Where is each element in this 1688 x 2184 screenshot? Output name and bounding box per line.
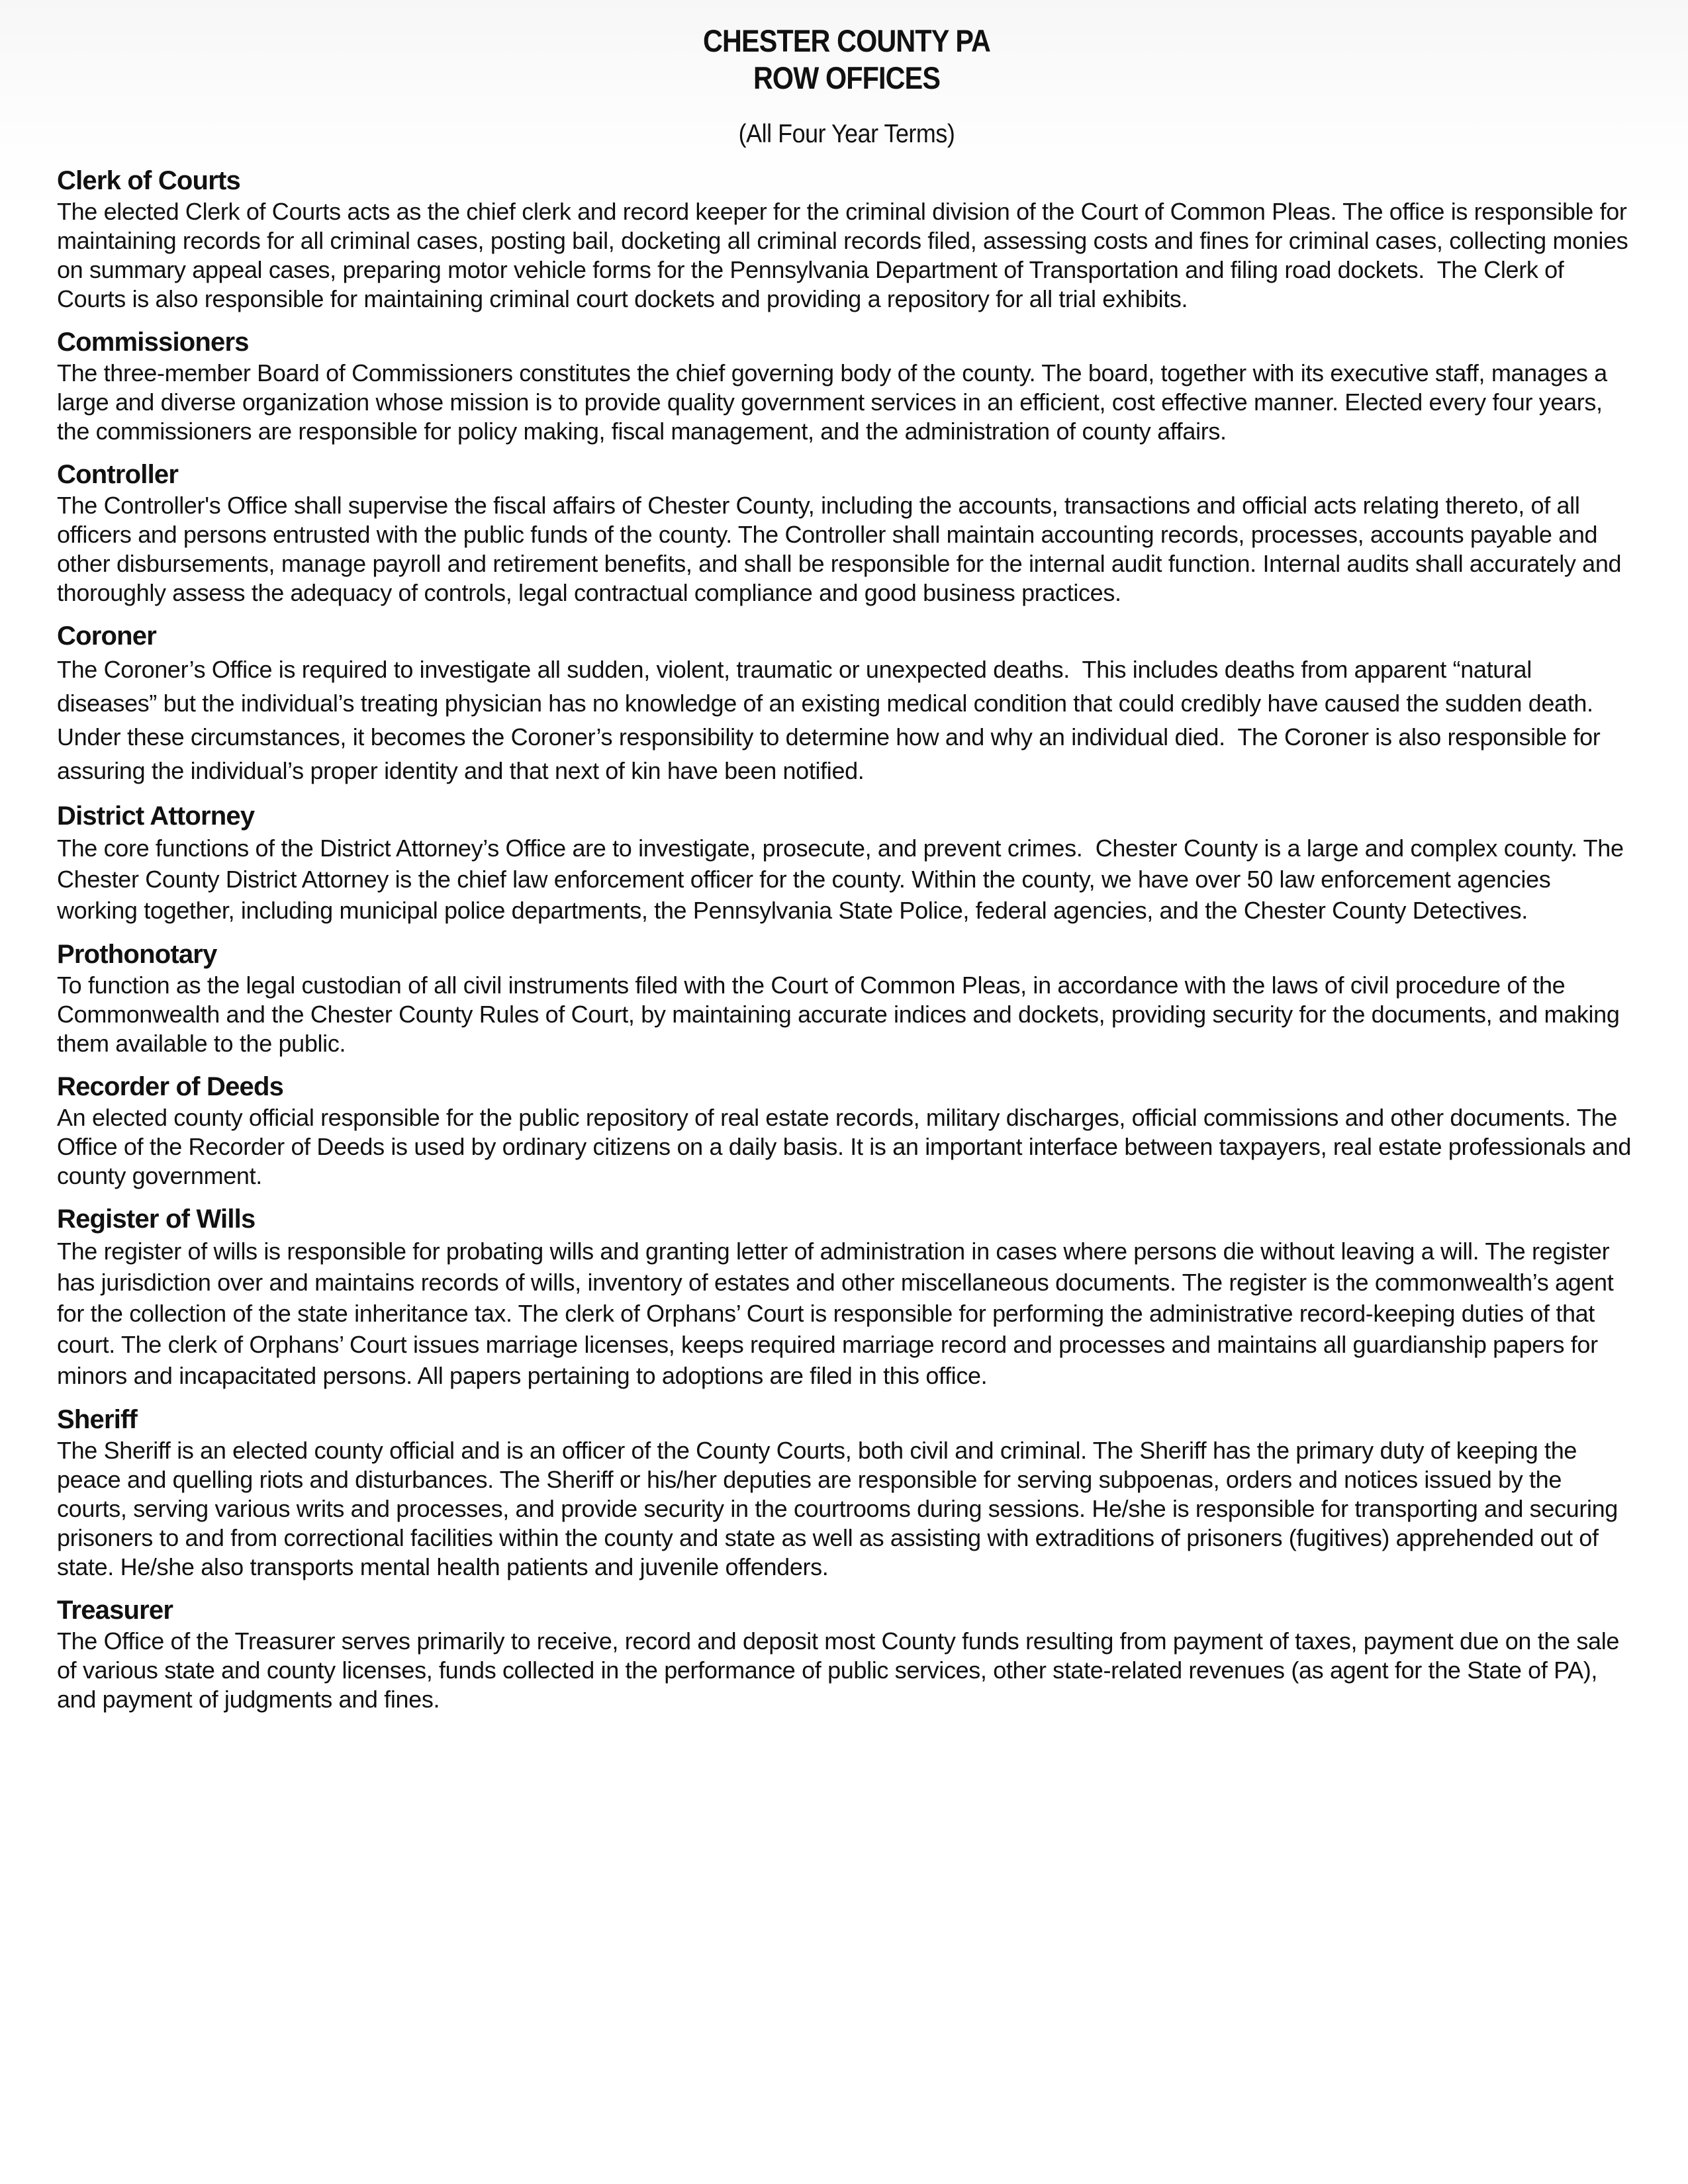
section-heading-clerk-of-courts: Clerk of Courts — [57, 166, 240, 195]
section-body-clerk-of-courts: The elected Clerk of Courts acts as the chief clerk and record keeper for the criminal division of the Court of Common Pleas. The office is responsible for maintaining records for all criminal cases, posting bail, docketing all criminal records filed, assessing costs and fines for criminal cases, collecting monies on summary appeal cases, preparing motor vehicle forms for the Pennsylvania Department of Transportation and filing road dockets. The Clerk of Courts is also responsible for maintaining criminal court dockets and providing a repository for all trial exhibits. — [57, 198, 1635, 312]
section-treasurer — [57, 1596, 1636, 1714]
section-heading-recorder-of-deeds: Recorder of Deeds — [57, 1072, 284, 1101]
section-body-sheriff: The Sheriff is an elected county official and is an officer of the County Courts, both civil and criminal. The Sheriff has the primary duty of keeping the peace and quelling riots and disturbances. The Sheriff or his/her deputies are responsible for serving subpoenas, orders and notices issued by the courts, serving various writs and processes, and provide security in the courtrooms during sessions. He/she is responsible for transporting and securing prisoners to and from correctional facilities within the county and state as well as assisting with extraditions of prisoners (fugitives) apprehended out of state. He/she also transports mental health patients and juvenile offenders. — [57, 1437, 1624, 1580]
section-body-coroner: The Coroner’s Office is required to investigate all sudden, violent, traumatic or unexpected deaths. This includes deaths from apparent “natural diseases” but the individual’s treating physician has no knowledge of an existing medical condition that could credibly have caused the sudden death. Under these circumstances, it becomes the Coroner’s responsibility to determine how and why an individual died. The Coroner is also responsible for assuring the individual’s proper identity and that next of kin have been notified. — [57, 656, 1607, 784]
section-body-controller: The Controller's Office shall supervise the fiscal affairs of Chester County, including the accounts, transactions and official acts relating thereto, of all officers and persons entrusted with the public funds of the county. The Controller shall maintain accounting records, processes, accounts payable and other disbursements, manage payroll and retirement benefits, and shall be responsible for the internal audit function. Internal audits shall accurately and thoroughly assess the adequacy of controls, legal contractual compliance and good business practices. — [57, 492, 1628, 606]
section-heading-sheriff: Sheriff — [57, 1405, 138, 1434]
section-district-attorney — [57, 802, 1636, 926]
section-body-recorder-of-deeds: An elected county official responsible for the public repository of real estate records, military discharges, official commissions and other documents. The Office of the Recorder of Deeds is used by ordinary citizens on a daily basis. It is an important interface between taxpayers, real estate professionals and county government. — [57, 1104, 1638, 1189]
section-heading-prothonotary: Prothonotary — [57, 940, 217, 969]
section-body-register-of-wills: The register of wills is responsible for probating wills and granting letter of administration in cases where persons die without leaving a will. The register has jurisdiction over and maintains records of wills, inventory of estates and other miscellaneous documents. The register is the commonwealth’s agent for the collection of the state inheritance tax. The clerk of Orphans’ Court is responsible for performing the administrative record-keeping duties of that court. The clerk of Orphans’ Court issues marriage licenses, keeps required marriage record and processes and maintains all guardianship papers for minors and incapacitated persons. All papers pertaining to adoptions are filed in this office. — [57, 1238, 1620, 1389]
section-sheriff — [57, 1406, 1636, 1582]
section-heading-district-attorney: District Attorney — [57, 801, 255, 831]
section-heading-register-of-wills: Register of Wills — [57, 1205, 256, 1234]
section-heading-coroner: Coroner — [57, 621, 156, 651]
section-prothonotary — [57, 940, 1636, 1058]
section-heading-commissioners: Commissioners — [57, 328, 249, 357]
document-header — [57, 23, 1636, 150]
section-body-prothonotary: To function as the legal custodian of all civil instruments filed with the Court of Common Pleas, in accordance with the laws of civil procedure of the Commonwealth and the Chester County Rules of Court, by maintaining accurate indices and dockets, providing security for the documents, and making them available to the public. — [57, 972, 1626, 1057]
document-subtitle: (All Four Year Terms) — [738, 120, 955, 148]
section-register-of-wills — [57, 1205, 1636, 1391]
document-title-line-1: CHESTER COUNTY PA — [703, 23, 990, 58]
section-recorder-of-deeds — [57, 1073, 1636, 1191]
section-heading-treasurer: Treasurer — [57, 1596, 173, 1625]
section-body-treasurer: The Office of the Treasurer serves primarily to receive, record and deposit most County funds resulting from payment of taxes, payment due on the sale of various state and county licenses, funds collected in the performance of public services, other state-related revenues (as agent for the State of PA), and payment of judgments and fines. — [57, 1627, 1626, 1713]
section-clerk-of-courts — [57, 167, 1636, 314]
section-commissioners — [57, 328, 1636, 446]
section-body-commissioners: The three-member Board of Commissioners constitutes the chief governing body of the county. The board, together with its executive staff, manages a large and diverse organization whose mission is to provide quality government services in an efficient, cost effective manner. Elected every four years, the commissioners are responsible for policy making, fiscal management, and the administration of county affairs. — [57, 359, 1614, 445]
section-coroner — [57, 622, 1636, 788]
section-heading-controller: Controller — [57, 460, 179, 489]
document-title-line-2: ROW OFFICES — [753, 60, 941, 95]
section-body-district-attorney: The core functions of the District Attorney’s Office are to investigate, prosecute, and prevent crimes. Chester County is a large and complex county. The Chester County District Attorney is the chief law enforcement officer for the county. Within the county, we have over 50 law enforcement agencies working together, including municipal police departments, the Pennsylvania State Police, federal agencies, and the Chester County Detectives. — [57, 835, 1630, 924]
section-controller — [57, 461, 1636, 608]
